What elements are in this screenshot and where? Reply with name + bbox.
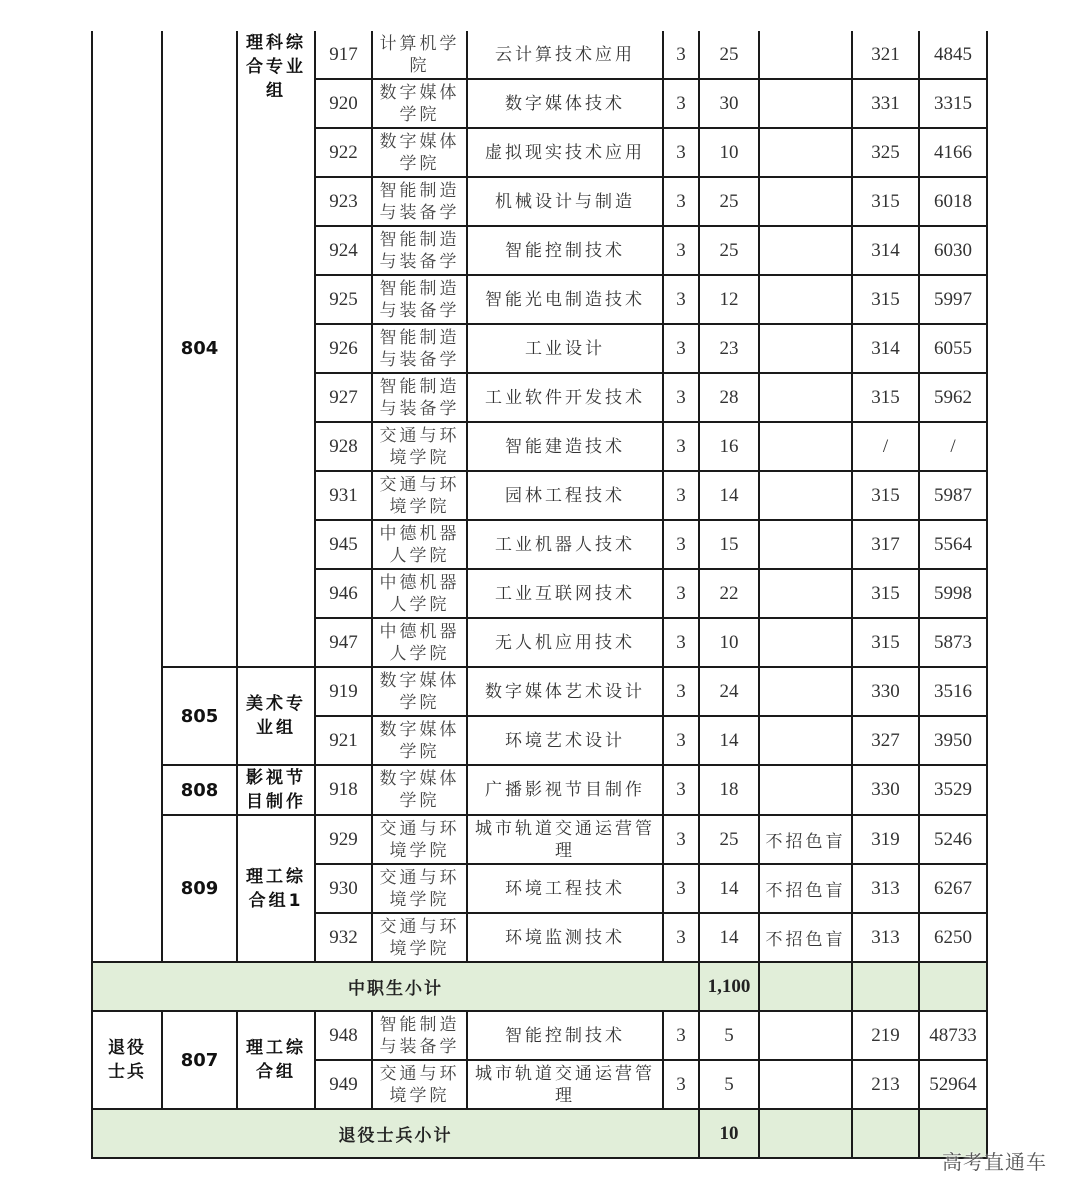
major-code-cell: 947: [315, 618, 372, 667]
min-rank-cell: 5246: [919, 815, 987, 864]
min-score-cell: 315: [852, 471, 919, 520]
department-cell: 中德机器人学院: [372, 569, 467, 618]
empty-cell: [919, 962, 987, 1011]
duration-cell: 3: [663, 815, 699, 864]
plan-count-cell: 10: [699, 128, 759, 177]
plan-count-cell: 5: [699, 1060, 759, 1109]
plan-count-cell: 14: [699, 471, 759, 520]
duration-cell: 3: [663, 864, 699, 913]
min-score-cell: 315: [852, 177, 919, 226]
group-code-cell: 808: [162, 765, 237, 815]
plan-count-cell: 25: [699, 226, 759, 275]
major-code-cell: 927: [315, 373, 372, 422]
department-cell: 数字媒体学院: [372, 716, 467, 765]
plan-count-cell: 15: [699, 520, 759, 569]
remark-cell: [759, 422, 852, 471]
major-code-cell: 946: [315, 569, 372, 618]
category-cell: [92, 31, 162, 962]
min-score-cell: 213: [852, 1060, 919, 1109]
min-score-cell: 319: [852, 815, 919, 864]
duration-cell: 3: [663, 31, 699, 79]
subtotal-row: [92, 962, 987, 1011]
min-rank-cell: 52964: [919, 1060, 987, 1109]
major-code-cell: 948: [315, 1011, 372, 1060]
table-row: [92, 667, 987, 716]
subtotal-value: 10: [699, 1109, 759, 1158]
group-name-cell: 理科综合专业组: [237, 31, 315, 667]
empty-cell: [852, 1109, 919, 1158]
group-code-cell: 807: [162, 1011, 237, 1109]
duration-cell: 3: [663, 324, 699, 373]
table-row: [92, 815, 987, 864]
department-cell: 数字媒体学院: [372, 79, 467, 128]
min-score-cell: 313: [852, 864, 919, 913]
min-score-cell: 314: [852, 324, 919, 373]
duration-cell: 3: [663, 1060, 699, 1109]
major-name-cell: 城市轨道交通运营管理: [467, 815, 663, 864]
min-rank-cell: 5962: [919, 373, 987, 422]
min-score-cell: 314: [852, 226, 919, 275]
min-rank-cell: 4845: [919, 31, 987, 79]
table-row: [92, 31, 987, 79]
plan-count-cell: 24: [699, 667, 759, 716]
subtotal-label: 中职生小计: [92, 962, 699, 1011]
min-rank-cell: 6250: [919, 913, 987, 962]
min-rank-cell: 3315: [919, 79, 987, 128]
major-name-cell: 广播影视节目制作: [467, 765, 663, 815]
plan-count-cell: 14: [699, 864, 759, 913]
remark-cell: [759, 667, 852, 716]
duration-cell: 3: [663, 618, 699, 667]
major-name-cell: 机械设计与制造: [467, 177, 663, 226]
subtotal-row: [92, 1109, 987, 1158]
admission-plan-table: [91, 31, 988, 1159]
group-code-cell: 804: [162, 31, 237, 667]
major-code-cell: 932: [315, 913, 372, 962]
major-code-cell: 928: [315, 422, 372, 471]
remark-cell: [759, 128, 852, 177]
major-code-cell: 926: [315, 324, 372, 373]
duration-cell: 3: [663, 226, 699, 275]
major-name-cell: 智能控制技术: [467, 1011, 663, 1060]
duration-cell: 3: [663, 128, 699, 177]
duration-cell: 3: [663, 275, 699, 324]
min-score-cell: 325: [852, 128, 919, 177]
major-code-cell: 929: [315, 815, 372, 864]
remark-cell: [759, 471, 852, 520]
major-code-cell: 920: [315, 79, 372, 128]
major-name-cell: 工业设计: [467, 324, 663, 373]
min-rank-cell: 3516: [919, 667, 987, 716]
major-name-cell: 云计算技术应用: [467, 31, 663, 79]
duration-cell: 3: [663, 913, 699, 962]
min-score-cell: 313: [852, 913, 919, 962]
department-cell: 中德机器人学院: [372, 520, 467, 569]
min-score-cell: 317: [852, 520, 919, 569]
major-code-cell: 919: [315, 667, 372, 716]
min-rank-cell: 6267: [919, 864, 987, 913]
major-code-cell: 925: [315, 275, 372, 324]
department-cell: 交通与环境学院: [372, 864, 467, 913]
min-rank-cell: 4166: [919, 128, 987, 177]
remark-cell: [759, 1011, 852, 1060]
group-code-cell: 805: [162, 667, 237, 765]
min-rank-cell: 5987: [919, 471, 987, 520]
duration-cell: 3: [663, 716, 699, 765]
department-cell: 交通与环境学院: [372, 471, 467, 520]
major-code-cell: 949: [315, 1060, 372, 1109]
min-score-cell: 321: [852, 31, 919, 79]
major-name-cell: 无人机应用技术: [467, 618, 663, 667]
major-name-cell: 园林工程技术: [467, 471, 663, 520]
empty-cell: [759, 962, 852, 1011]
duration-cell: 3: [663, 471, 699, 520]
major-code-cell: 923: [315, 177, 372, 226]
min-score-cell: 315: [852, 373, 919, 422]
duration-cell: 3: [663, 373, 699, 422]
remark-cell: [759, 765, 852, 815]
major-name-cell: 环境监测技术: [467, 913, 663, 962]
department-cell: 智能制造与装备学: [372, 1011, 467, 1060]
major-code-cell: 917: [315, 31, 372, 79]
major-name-cell: 工业互联网技术: [467, 569, 663, 618]
major-name-cell: 数字媒体艺术设计: [467, 667, 663, 716]
plan-count-cell: 16: [699, 422, 759, 471]
remark-cell: [759, 618, 852, 667]
duration-cell: 3: [663, 667, 699, 716]
min-rank-cell: 5873: [919, 618, 987, 667]
major-name-cell: 工业软件开发技术: [467, 373, 663, 422]
group-name-cell: 美术专业组: [237, 667, 315, 765]
remark-cell: [759, 1060, 852, 1109]
duration-cell: 3: [663, 765, 699, 815]
plan-count-cell: 14: [699, 716, 759, 765]
remark-cell: [759, 31, 852, 79]
duration-cell: 3: [663, 569, 699, 618]
min-rank-cell: 5564: [919, 520, 987, 569]
min-score-cell: 315: [852, 275, 919, 324]
department-cell: 计算机学院: [372, 31, 467, 79]
empty-cell: [759, 1109, 852, 1158]
major-name-cell: 智能建造技术: [467, 422, 663, 471]
duration-cell: 3: [663, 520, 699, 569]
department-cell: 数字媒体学院: [372, 128, 467, 177]
major-name-cell: 数字媒体技术: [467, 79, 663, 128]
major-code-cell: 945: [315, 520, 372, 569]
min-score-cell: 219: [852, 1011, 919, 1060]
department-cell: 数字媒体学院: [372, 765, 467, 815]
plan-count-cell: 25: [699, 31, 759, 79]
remark-cell: [759, 226, 852, 275]
department-cell: 智能制造与装备学: [372, 324, 467, 373]
major-name-cell: 工业机器人技术: [467, 520, 663, 569]
plan-count-cell: 14: [699, 913, 759, 962]
duration-cell: 3: [663, 79, 699, 128]
min-rank-cell: /: [919, 422, 987, 471]
min-score-cell: 315: [852, 569, 919, 618]
major-name-cell: 虚拟现实技术应用: [467, 128, 663, 177]
duration-cell: 3: [663, 177, 699, 226]
remark-cell: 不招色盲: [759, 913, 852, 962]
plan-count-cell: 25: [699, 815, 759, 864]
remark-cell: 不招色盲: [759, 815, 852, 864]
department-cell: 交通与环境学院: [372, 1060, 467, 1109]
major-code-cell: 921: [315, 716, 372, 765]
department-cell: 智能制造与装备学: [372, 226, 467, 275]
department-cell: 交通与环境学院: [372, 913, 467, 962]
category-cell: 退役士兵: [92, 1011, 162, 1109]
department-cell: 交通与环境学院: [372, 815, 467, 864]
department-cell: 中德机器人学院: [372, 618, 467, 667]
min-rank-cell: 3950: [919, 716, 987, 765]
min-score-cell: 315: [852, 618, 919, 667]
table-row: [92, 1011, 987, 1060]
plan-count-cell: 23: [699, 324, 759, 373]
min-rank-cell: 48733: [919, 1011, 987, 1060]
plan-count-cell: 12: [699, 275, 759, 324]
major-name-cell: 城市轨道交通运营管理: [467, 1060, 663, 1109]
watermark-text: 高考直通车: [942, 1150, 1047, 1174]
min-rank-cell: 5997: [919, 275, 987, 324]
plan-count-cell: 25: [699, 177, 759, 226]
min-score-cell: 330: [852, 667, 919, 716]
remark-cell: 不招色盲: [759, 864, 852, 913]
min-rank-cell: 5998: [919, 569, 987, 618]
major-code-cell: 922: [315, 128, 372, 177]
min-rank-cell: 6018: [919, 177, 987, 226]
min-rank-cell: 6030: [919, 226, 987, 275]
major-code-cell: 931: [315, 471, 372, 520]
group-name-cell: 理工综合组1: [237, 815, 315, 962]
major-name-cell: 智能控制技术: [467, 226, 663, 275]
min-score-cell: 330: [852, 765, 919, 815]
remark-cell: [759, 177, 852, 226]
department-cell: 智能制造与装备学: [372, 177, 467, 226]
plan-count-cell: 28: [699, 373, 759, 422]
major-name-cell: 环境工程技术: [467, 864, 663, 913]
major-name-cell: 智能光电制造技术: [467, 275, 663, 324]
department-cell: 数字媒体学院: [372, 667, 467, 716]
remark-cell: [759, 373, 852, 422]
subtotal-value: 1,100: [699, 962, 759, 1011]
min-score-cell: /: [852, 422, 919, 471]
subtotal-label: 退役士兵小计: [92, 1109, 699, 1158]
plan-count-cell: 18: [699, 765, 759, 815]
plan-count-cell: 5: [699, 1011, 759, 1060]
plan-count-cell: 22: [699, 569, 759, 618]
major-name-cell: 环境艺术设计: [467, 716, 663, 765]
empty-cell: [852, 962, 919, 1011]
min-rank-cell: 3529: [919, 765, 987, 815]
plan-count-cell: 10: [699, 618, 759, 667]
duration-cell: 3: [663, 422, 699, 471]
department-cell: 交通与环境学院: [372, 422, 467, 471]
remark-cell: [759, 520, 852, 569]
major-code-cell: 930: [315, 864, 372, 913]
remark-cell: [759, 275, 852, 324]
remark-cell: [759, 569, 852, 618]
department-cell: 智能制造与装备学: [372, 275, 467, 324]
group-code-cell: 809: [162, 815, 237, 962]
min-rank-cell: 6055: [919, 324, 987, 373]
min-score-cell: 327: [852, 716, 919, 765]
group-name-cell: 理工综合组: [237, 1011, 315, 1109]
department-cell: 智能制造与装备学: [372, 373, 467, 422]
duration-cell: 3: [663, 1011, 699, 1060]
remark-cell: [759, 716, 852, 765]
group-name-cell: 影视节目制作: [237, 765, 315, 815]
remark-cell: [759, 324, 852, 373]
major-code-cell: 924: [315, 226, 372, 275]
min-score-cell: 331: [852, 79, 919, 128]
plan-count-cell: 30: [699, 79, 759, 128]
table-row: [92, 765, 987, 815]
remark-cell: [759, 79, 852, 128]
major-code-cell: 918: [315, 765, 372, 815]
